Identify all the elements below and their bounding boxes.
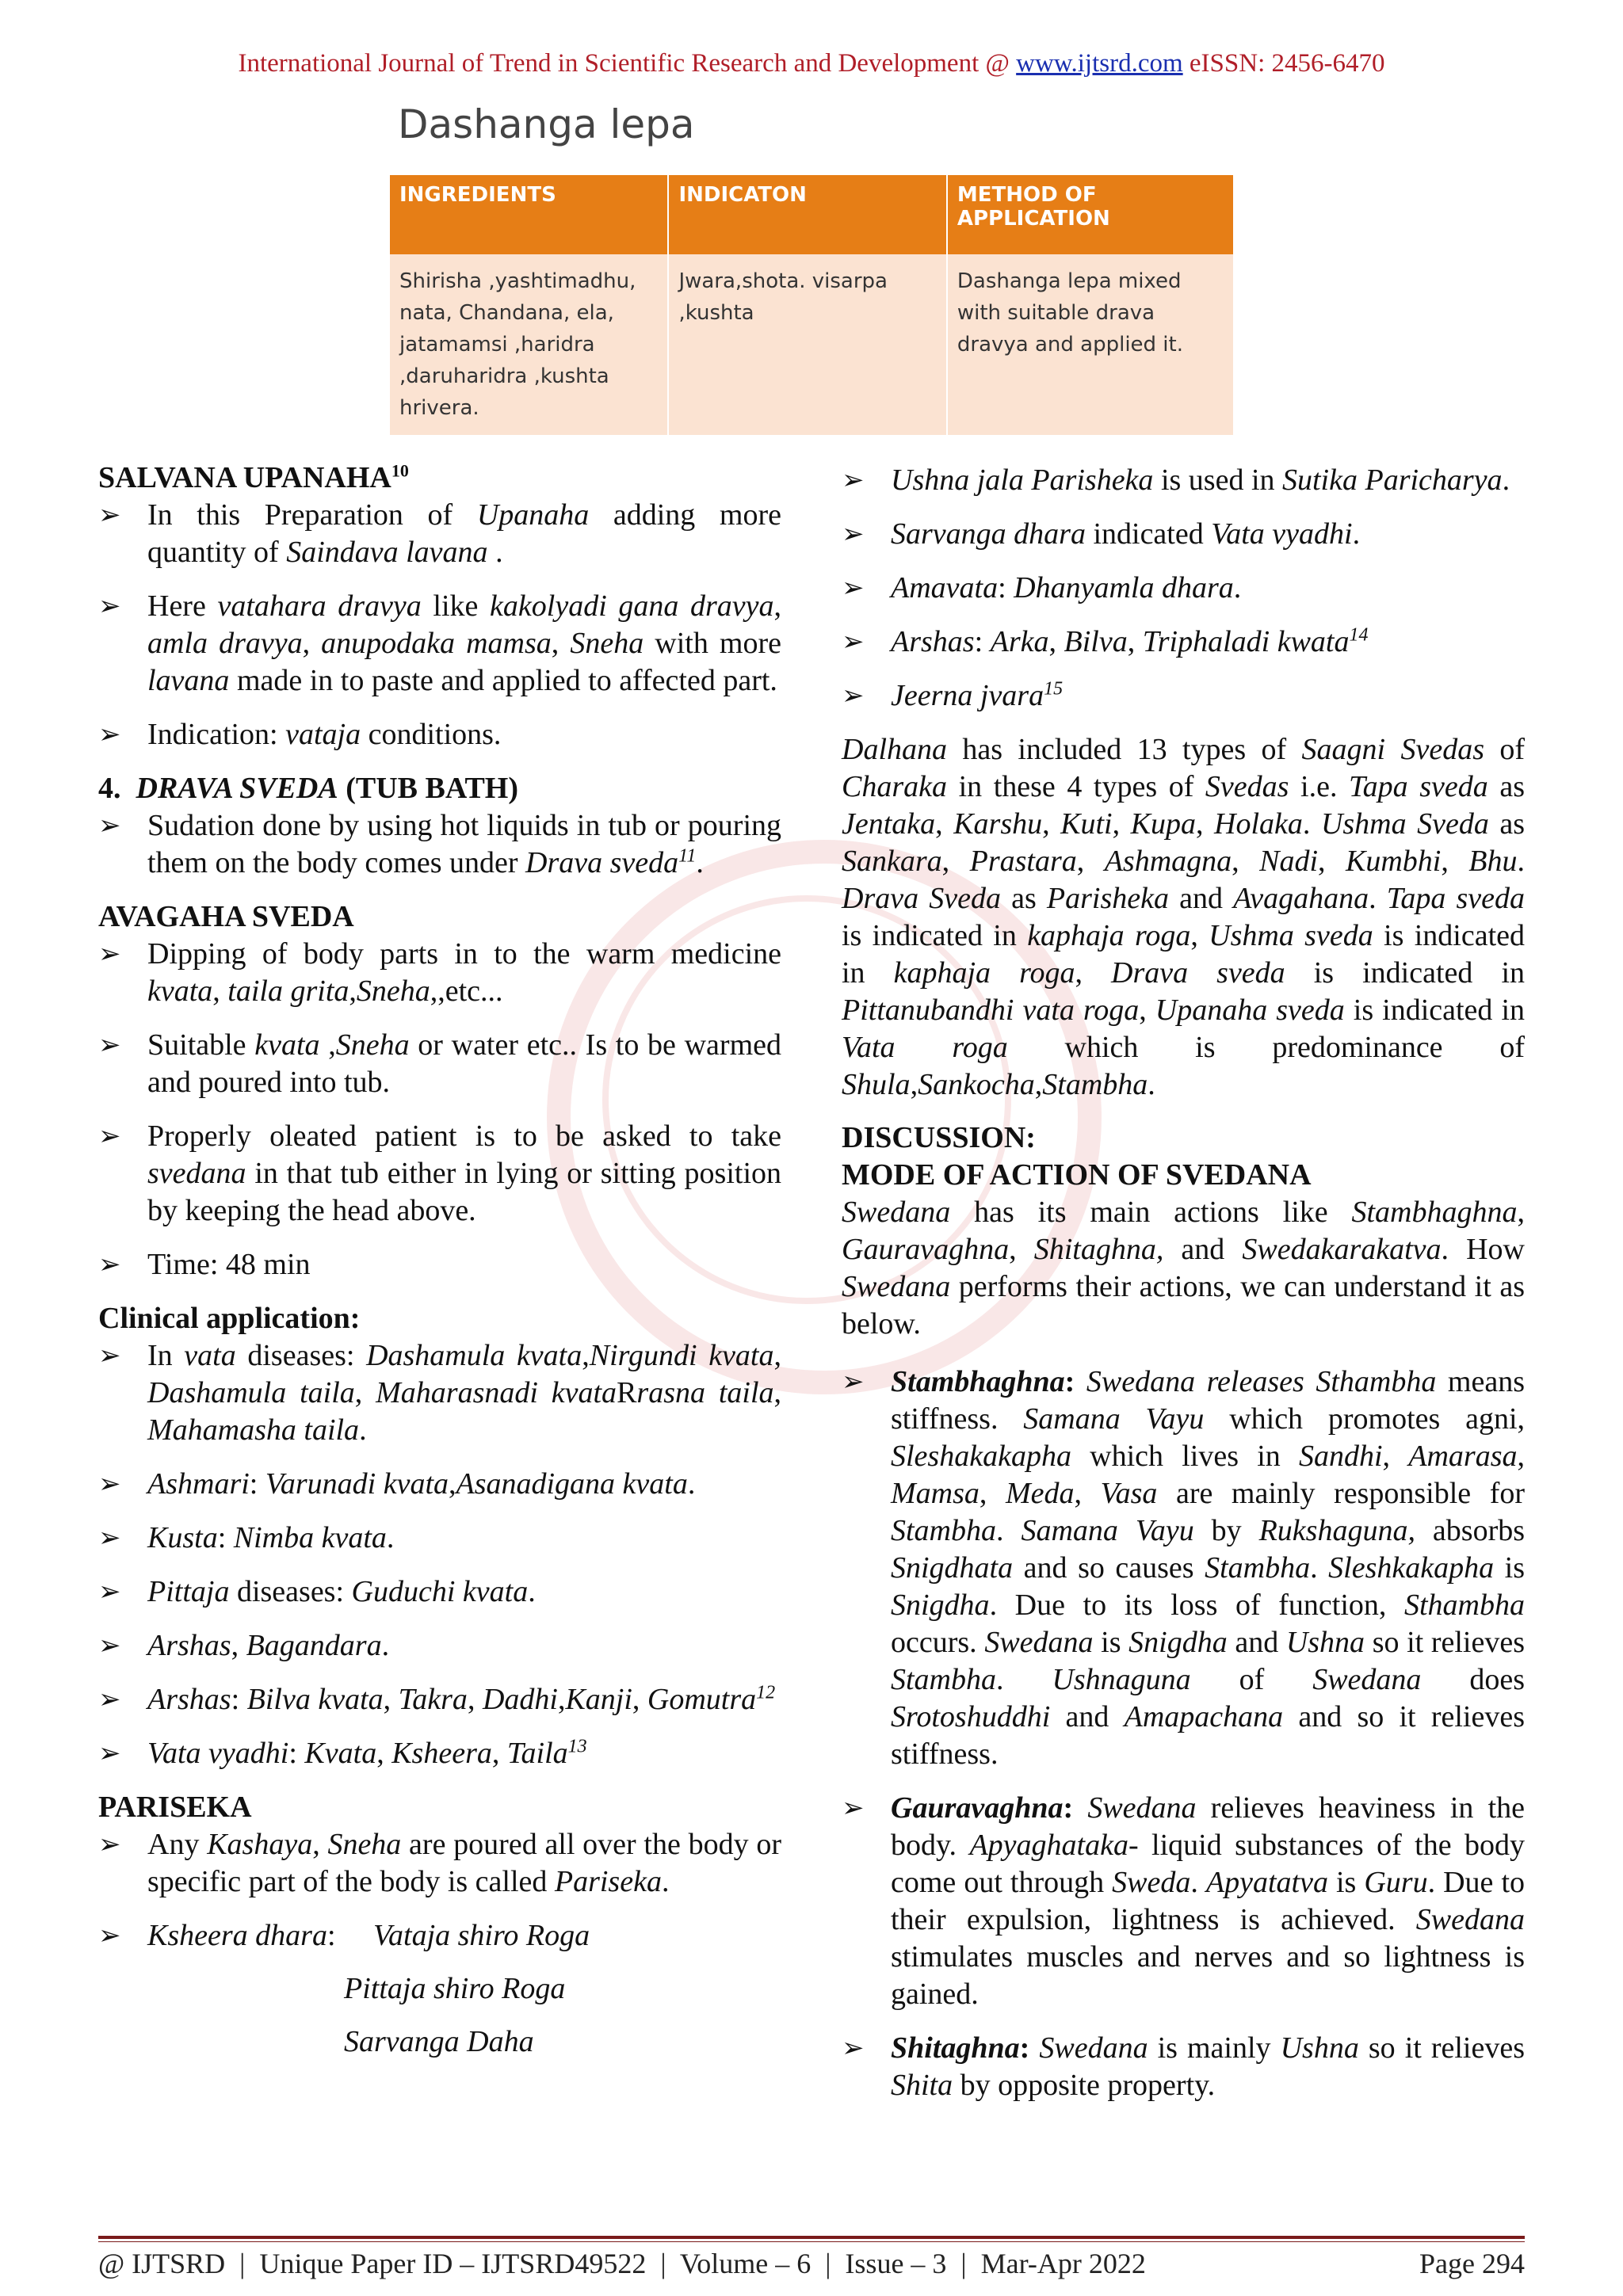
list-item: ➢ Any Kashaya, Sneha are poured all over the body or specific part of the body is called Pariseka. [98, 1826, 781, 1901]
list-item: ➢ Ksheera dhara: Vataja shiro Roga [98, 1917, 781, 1955]
list-item: ➢ Indication: vataja conditions. [98, 716, 781, 753]
list-item: ➢ Arshas: Bilva kvata, Takra, Dadhi,Kanji, Gomutra$^{12}$ [98, 1681, 781, 1718]
section-heading: MODE OF ACTION OF SVEDANA [842, 1158, 1312, 1192]
section-heading: DISCUSSION: [842, 1121, 1036, 1154]
list-item: ➢ Sarvanga dhara indicated Vata vyadhi. [842, 516, 1525, 553]
list-item: ➢ In this Preparation of Upanaha adding more quantity of Saindava lavana . [98, 497, 781, 571]
section-heading: SALVANA UPANAHA$^{10}$ [98, 460, 409, 494]
sub-line: Sarvanga Daha [344, 2025, 534, 2058]
section-heading: 4. DRAVA SVEDA (TUB BATH) [98, 772, 519, 805]
list-item: ➢ Gauravaghna: Swedana relieves heaviness in the body. Apyaghataka- liquid substances of the body come out through Sweda. Apyatatva is Guru. Due to their expulsion, lightness is achieved. Swedana stimulates muscles and nerves and so lightness is gained. [842, 1790, 1525, 2013]
col-header: INGREDIENTS [390, 175, 668, 254]
table-cell: Dashanga lepa mixed with suitable drava dravya and applied it. [947, 254, 1234, 435]
table-cell: Shirisha ,yashtimadhu, nata, Chandana, ela, jatamamsi ,haridra ,daruharidra ,kushta hrivera. [390, 254, 668, 435]
list-item: ➢ Here vatahara dravya like kakolyadi gana dravya, amla dravya, anupodaka mamsa, Sneha with more lavana made in to paste and applied to affected part. [98, 588, 781, 700]
table-title: Dashanga lepa [398, 101, 695, 147]
section-heading: AVAGAHA SVEDA [98, 900, 354, 933]
list-item: ➢ Stambhaghna: Swedana releases Sthambha means stiffness. Samana Vayu which promotes agni, Sleshakakapha which lives in Sandhi, Amarasa, Mamsa, Meda, Vasa are mainly responsible for Stambha. Samana Vayu by Rukshaguna, absorbs Snigdhata and so causes Stambha. Sleshkakapha is Snigdha. Due to its loss of function, Sthambha occurs. Swedana is Snigdha and Ushna so it relieves Stambha. Ushnaguna of Swedana does Srotoshuddhi and Amapachana and so it relieves stiffness. [842, 1363, 1525, 1773]
page-footer [98, 2247, 1525, 2280]
list-item: ➢ Pittaja diseases: Guduchi kvata. [98, 1573, 781, 1611]
list-item: ➢ Ushna jala Parisheka is used in Sutika Paricharya. [842, 462, 1525, 499]
col-header: INDICATON [668, 175, 946, 254]
journal-link[interactable]: www.ijtsrd.com [1016, 49, 1183, 78]
journal-header: International Journal of Trend in Scientific Research and Development @ www.ijtsrd.com eISSN: 2456-6470 [238, 49, 1385, 78]
list-item: ➢ Dipping of body parts in to the warm medicine kvata, taila grita,Sneha,,etc... [98, 936, 781, 1010]
list-item: ➢ Amavata: Dhanyamla dhara. [842, 570, 1525, 607]
paragraph: Swedana has its main actions like Stambhaghna, Gauravaghna, Shitaghna, and Swedakarakatva. How Swedana performs their actions, we can understand it as below. [842, 1196, 1526, 1341]
list-item: ➢ Arshas, Bagandara. [98, 1627, 781, 1665]
table-cell: Jwara,shota. visarpa ,kushta [668, 254, 946, 435]
list-item: ➢ Arshas: Arka, Bilva, Triphaladi kwata$^{14}$ [842, 624, 1525, 661]
paragraph: Dalhana has included 13 types of Saagni Svedas of Charaka in these 4 types of Svedas i.e. Tapa sveda as Jentaka, Karshu, Kuti, Kupa, Holaka. Ushma Sveda as Sankara, Prastara, Ashmagna, Nadi, Kumbhi, Bhu. Drava Sveda as Parisheka and Avagahana. Tapa sveda is indicated in kaphaja roga, Ushma sveda is indicated in kaphaja roga, Drava sveda is indicated in Pittanubandhi vata roga, Upanaha sveda is indicated in Vata roga which is predominance of Shula,Sankocha,Stambha. [842, 733, 1526, 1101]
list-item: ➢ Shitaghna: Swedana is mainly Ushna so it relieves Shita by opposite property. [842, 2030, 1525, 2104]
list-item: ➢ Sudation done by using hot liquids in tub or pouring them on the body comes under Drava sveda$^{11}$. [98, 807, 781, 882]
list-item: ➢ Ashmari: Varunadi kvata,Asanadigana kvata. [98, 1466, 781, 1503]
footer-info: @ IJTSRD | Unique Paper ID – IJTSRD49522 | Volume – 6 | Issue – 3 | Mar-Apr 2022 [98, 2248, 1146, 2279]
list-item: ➢ Jeerna jvara$^{15}$ [842, 677, 1525, 715]
list-item: ➢ Vata vyadhi: Kvata, Ksheera, Taila$^{13}$ [98, 1735, 781, 1772]
list-item: ➢ Time: 48 min [98, 1246, 781, 1283]
section-heading: PARISEKA [98, 1791, 252, 1824]
left-column [98, 460, 781, 2061]
sub-line: Pittaja shiro Roga [344, 1972, 566, 2005]
section-heading: Clinical application: [98, 1302, 361, 1335]
list-item: ➢ Suitable kvata ,Sneha or water etc.. Is to be warmed and poured into tub. [98, 1027, 781, 1101]
dashanga-table [390, 175, 1235, 435]
col-header: METHOD OF APPLICATION [947, 175, 1234, 254]
right-column [842, 462, 1525, 2121]
list-item: ➢ Kusta: Nimba kvata. [98, 1520, 781, 1557]
list-item: ➢ Properly oleated patient is to be asked to take svedana in that tub either in lying or sitting position by keeping the head above. [98, 1118, 781, 1230]
page-number: Page 294 [1419, 2248, 1525, 2279]
footer-rule [98, 2241, 1525, 2242]
list-item: ➢ In vata diseases: Dashamula kvata,Nirgundi kvata, Dashamula taila, Maharasnadi kvataRrasna taila, Mahamasha taila. [98, 1337, 781, 1449]
footer-rule [98, 2236, 1525, 2239]
